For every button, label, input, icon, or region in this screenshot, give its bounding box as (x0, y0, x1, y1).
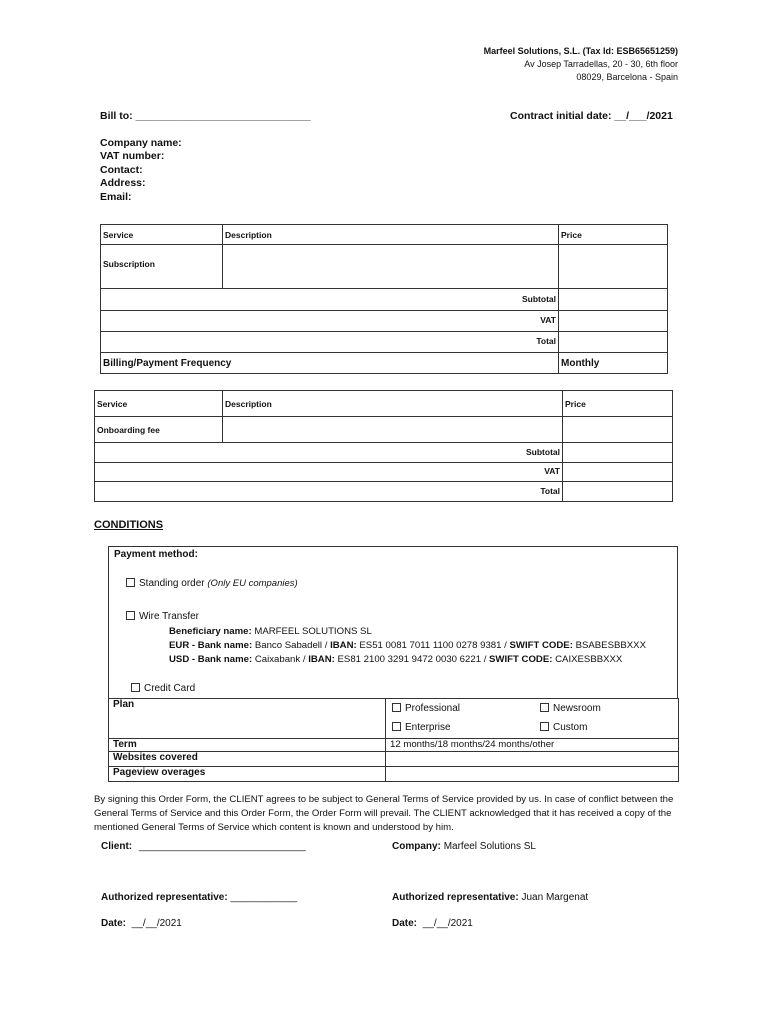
wire-transfer-label: Wire Transfer (139, 611, 200, 622)
standing-order-note: (Only EU companies) (207, 578, 298, 589)
subscription-cell (101, 245, 223, 289)
date-right-value: __/__/2021 (422, 918, 473, 929)
date-left-label: Date: (101, 918, 127, 929)
eur-bank-name: Banco Sabadell / (254, 640, 328, 651)
contract-initial-date[interactable]: Contract initial date: __/___/2021 (510, 110, 673, 122)
company-name-line: Marfeel Solutions, S.L. (Tax Id: ESB65651259) (483, 46, 678, 56)
vat-value-cell[interactable] (559, 311, 668, 332)
credit-card-checkbox[interactable] (131, 683, 140, 692)
client-label: Client: (101, 841, 133, 852)
plan-enterprise-option[interactable] (392, 722, 451, 733)
term-value[interactable]: 12 months/18 months/24 months/other (386, 739, 679, 752)
subscription-description-cell[interactable] (223, 245, 559, 289)
usd-bank-name: Caixabank / (254, 654, 306, 665)
conditions-title: CONDITIONS (94, 519, 164, 531)
pageview-overages-value[interactable] (386, 767, 679, 782)
address-label: Address: (100, 177, 146, 190)
date-left[interactable] (101, 918, 182, 929)
eur-bank-label: EUR - Bank name: (169, 640, 253, 651)
client-signature-line[interactable] (101, 841, 306, 852)
subscription-label: Subscription (103, 259, 155, 269)
col-price-header-2: Price (563, 391, 673, 417)
standing-order-option[interactable] (126, 578, 298, 589)
eur-swift-label: SWIFT CODE: (509, 640, 573, 651)
usd-iban-label: IBAN: (308, 654, 335, 665)
col-description-header: Description (223, 225, 559, 245)
company-label: Company: (392, 841, 441, 852)
auth-rep-right-value: Juan Margenat (521, 892, 589, 903)
contact-label: Contact: (100, 163, 143, 176)
professional-checkbox[interactable] (392, 703, 401, 712)
subtotal-label-2: Subtotal (95, 443, 563, 463)
billing-frequency-label: Billing/Payment Frequency (101, 353, 559, 374)
usd-swift-label: SWIFT CODE: (489, 654, 553, 665)
custom-label: Custom (553, 722, 588, 733)
vat-number-label: VAT number: (100, 150, 165, 163)
address-line-1: Av Josep Tarradellas, 20 - 30, 6th floor (524, 59, 678, 69)
subscription-table (100, 224, 668, 374)
agreement-paragraph: By signing this Order Form, the CLIENT agrees to be subject to General Terms of Service provided by us. In case of conflict between the General Terms of Service and this Order Form, the Order Form will prevail. The CLIENT acknowledged that it has received a copy of the mentioned General Terms of Service which content is known and understood by him. (94, 794, 674, 833)
eur-iban-label: IBAN: (330, 640, 357, 651)
websites-covered-label: Websites covered (109, 752, 386, 767)
websites-covered-value[interactable] (386, 752, 679, 767)
newsroom-checkbox[interactable] (540, 703, 549, 712)
plan-newsroom-option[interactable] (540, 703, 601, 714)
standing-order-label: Standing order (139, 578, 205, 589)
company-value: Marfeel Solutions SL (443, 841, 536, 852)
plan-professional-option[interactable] (392, 703, 460, 714)
pageview-overages-label: Pageview overages (109, 767, 386, 782)
total-label-2: Total (95, 482, 563, 502)
usd-iban-value: ES81 2100 3291 9472 0030 6221 / (337, 654, 487, 665)
payment-method-label: Payment method: (114, 549, 198, 560)
vat-label: VAT (101, 311, 559, 332)
wire-transfer-checkbox[interactable] (126, 611, 135, 620)
auth-rep-left-label: Authorized representative: (101, 892, 228, 903)
col-description-header-2: Description (223, 391, 563, 417)
beneficiary-line (169, 626, 372, 637)
payment-method-box (108, 546, 678, 699)
company-signature-line (392, 841, 536, 852)
term-label: Term (109, 739, 386, 752)
usd-bank-label: USD - Bank name: (169, 654, 253, 665)
credit-card-option[interactable] (131, 683, 195, 694)
auth-rep-right-label: Authorized representative: (392, 892, 519, 903)
client-blank: ______________________________ (138, 841, 306, 852)
standing-order-checkbox[interactable] (126, 578, 135, 587)
onboarding-table (94, 390, 673, 502)
eur-swift-value: BSABESBBXXX (575, 640, 646, 651)
client-fields (100, 137, 182, 204)
auth-rep-left-blank: ____________ (230, 892, 298, 903)
onboarding-price-cell[interactable] (563, 417, 673, 443)
email-label: Email: (100, 190, 132, 203)
plan-options-cell (386, 699, 679, 739)
auth-rep-left[interactable] (101, 892, 297, 903)
enterprise-checkbox[interactable] (392, 722, 401, 731)
beneficiary-value: MARFEEL SOLUTIONS SL (254, 626, 372, 637)
auth-rep-right (392, 892, 588, 903)
plan-custom-option[interactable] (540, 722, 587, 733)
custom-checkbox[interactable] (540, 722, 549, 731)
bill-to-field[interactable]: Bill to: ______________________________ (100, 110, 311, 122)
subtotal-label: Subtotal (101, 289, 559, 311)
date-left-value: __/__/2021 (131, 918, 182, 929)
date-right-label: Date: (392, 918, 418, 929)
credit-card-label: Credit Card (144, 683, 196, 694)
beneficiary-label: Beneficiary name: (169, 626, 252, 637)
company-name-label: Company name: (100, 137, 182, 149)
subtotal-value-cell[interactable] (559, 289, 668, 311)
total-value-cell-2[interactable] (563, 482, 673, 502)
professional-label: Professional (405, 703, 461, 714)
total-value-cell[interactable] (559, 332, 668, 353)
billing-frequency-value[interactable]: Monthly (559, 353, 668, 374)
col-service-header: Service (101, 225, 223, 245)
enterprise-label: Enterprise (405, 722, 451, 733)
usd-bank-line (169, 654, 622, 665)
plan-label: Plan (109, 699, 386, 739)
newsroom-label: Newsroom (553, 703, 601, 714)
company-header (484, 45, 678, 84)
wire-transfer-option[interactable] (126, 611, 199, 622)
usd-swift-value: CAIXESBBXXX (555, 654, 623, 665)
onboarding-description-cell[interactable] (223, 417, 563, 443)
onboarding-fee-label: Onboarding fee (95, 417, 223, 443)
col-service-header-2: Service (95, 391, 223, 417)
eur-iban-value: ES51 0081 7011 1100 0278 9381 / (359, 640, 507, 651)
eur-bank-line (169, 640, 646, 651)
plan-table (108, 698, 679, 782)
col-price-header: Price (559, 225, 668, 245)
address-line-2: 08029, Barcelona - Spain (576, 72, 678, 82)
subscription-price-cell[interactable] (559, 245, 668, 289)
total-label: Total (101, 332, 559, 353)
vat-value-cell-2[interactable] (563, 463, 673, 482)
vat-label-2: VAT (95, 463, 563, 482)
subtotal-value-cell-2[interactable] (563, 443, 673, 463)
date-right[interactable] (392, 918, 473, 929)
